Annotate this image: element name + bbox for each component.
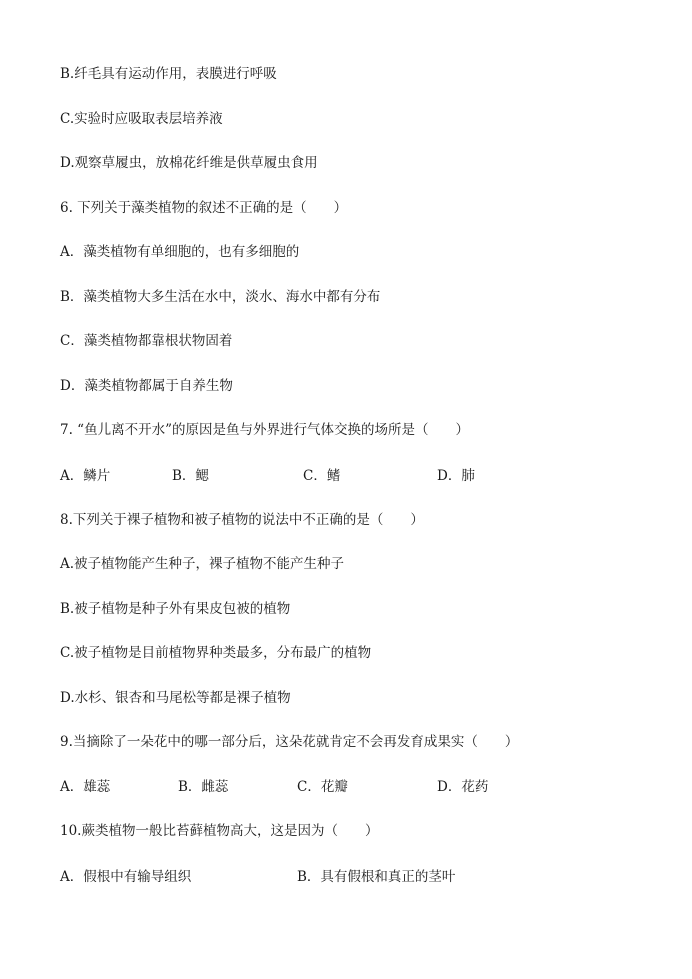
q8-option-b: B.被子植物是种子外有果皮包被的植物 — [60, 601, 291, 617]
q9-option-a: A．雄蕊 — [60, 779, 111, 795]
q6-option-c: C．藻类植物都靠根状物固着 — [60, 333, 233, 349]
q6-option-a: A．藻类植物有单细胞的，也有多细胞的 — [60, 244, 300, 260]
q9-option-d: D．花药 — [437, 779, 489, 795]
q9-option-b: B．雌蕊 — [178, 779, 229, 795]
q6-question: 6. 下列关于藻类植物的叙述不正确的是（ ） — [60, 200, 348, 216]
q10-option-a: A．假根中有输导组织 — [60, 869, 192, 885]
q9-option-c: C．花瓣 — [297, 779, 348, 795]
q7-question: 7. “鱼儿离不开水”的原因是鱼与外界进行气体交换的场所是（ ） — [60, 422, 469, 438]
q5-option-b: B.纤毛具有运动作用，表膜进行呼吸 — [60, 66, 277, 82]
q5-option-d: D.观察草履虫，放棉花纤维是供草履虫食用 — [60, 155, 318, 171]
q7-option-c: C．鳍 — [303, 468, 341, 484]
q7-option-d: D．肺 — [437, 468, 475, 484]
q7-option-a: A．鳞片 — [60, 468, 111, 484]
q8-option-d: D.水杉、银杏和马尾松等都是裸子植物 — [60, 690, 291, 706]
q8-option-a: A.被子植物能产生种子，裸子植物不能产生种子 — [60, 556, 345, 572]
q10-option-b: B．具有假根和真正的茎叶 — [297, 869, 456, 885]
q9-question: 9.当摘除了一朵花中的哪一部分后，这朵花就肯定不会再发育成果实（ ） — [60, 734, 519, 750]
q10-question: 10.蕨类植物一般比苔藓植物高大，这是因为（ ） — [60, 823, 379, 839]
q7-option-b: B．鳃 — [172, 468, 209, 484]
q8-question: 8.下列关于裸子植物和被子植物的说法中不正确的是（ ） — [60, 512, 424, 528]
q6-option-d: D．藻类植物都属于自养生物 — [60, 378, 233, 394]
q8-option-c: C.被子植物是目前植物界种类最多，分布最广的植物 — [60, 645, 372, 661]
q6-option-b: B．藻类植物大多生活在水中，淡水、海水中都有分布 — [60, 289, 381, 305]
q5-option-c: C.实验时应吸取表层培养液 — [60, 111, 223, 127]
